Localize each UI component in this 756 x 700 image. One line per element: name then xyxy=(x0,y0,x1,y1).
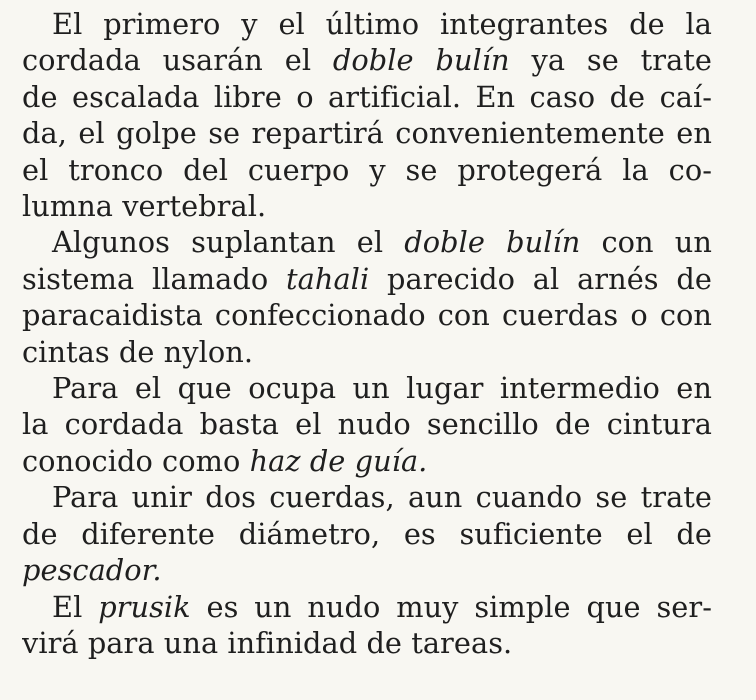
text-line: pescador. xyxy=(22,553,162,588)
text-line: El prusik es un nudo muy simple que ser- xyxy=(52,589,712,624)
paragraph-3 xyxy=(22,370,712,479)
text-line: de diferente diámetro, es suficiente el de xyxy=(22,516,712,551)
text-line: da, el golpe se repartirá convenientemente en xyxy=(22,116,712,151)
text-line: la cordada basta el nudo sencillo de cintura xyxy=(22,407,712,442)
paragraph-2 xyxy=(22,224,712,370)
text-line: cordada usarán el doble bulín ya se trate xyxy=(22,43,712,78)
paragraph-5 xyxy=(22,589,712,662)
paragraph-1 xyxy=(22,6,712,224)
text-line: Algunos suplantan el doble bulín con un xyxy=(52,225,712,260)
text-line: virá para una infinidad de tareas. xyxy=(22,625,513,660)
text-line: conocido como haz de guía. xyxy=(22,443,428,478)
text-line: paracaidista confeccionado con cuerdas o con xyxy=(22,298,712,333)
text-line: lumna vertebral. xyxy=(22,189,267,224)
text-line: Para unir dos cuerdas, aun cuando se trate xyxy=(52,480,712,515)
text-line: el tronco del cuerpo y se protegerá la co- xyxy=(22,152,712,187)
text-line: El primero y el último integrantes de la xyxy=(52,7,712,41)
text-line: cintas de nylon. xyxy=(22,334,254,369)
body-text xyxy=(22,6,712,661)
paragraph-4 xyxy=(22,479,712,588)
text-line: sistema llamado tahali parecido al arnés de xyxy=(22,261,712,296)
text-line: de escalada libre o artificial. En caso de caí- xyxy=(22,79,712,114)
text-line: Para el que ocupa un lugar intermedio en xyxy=(52,371,712,406)
